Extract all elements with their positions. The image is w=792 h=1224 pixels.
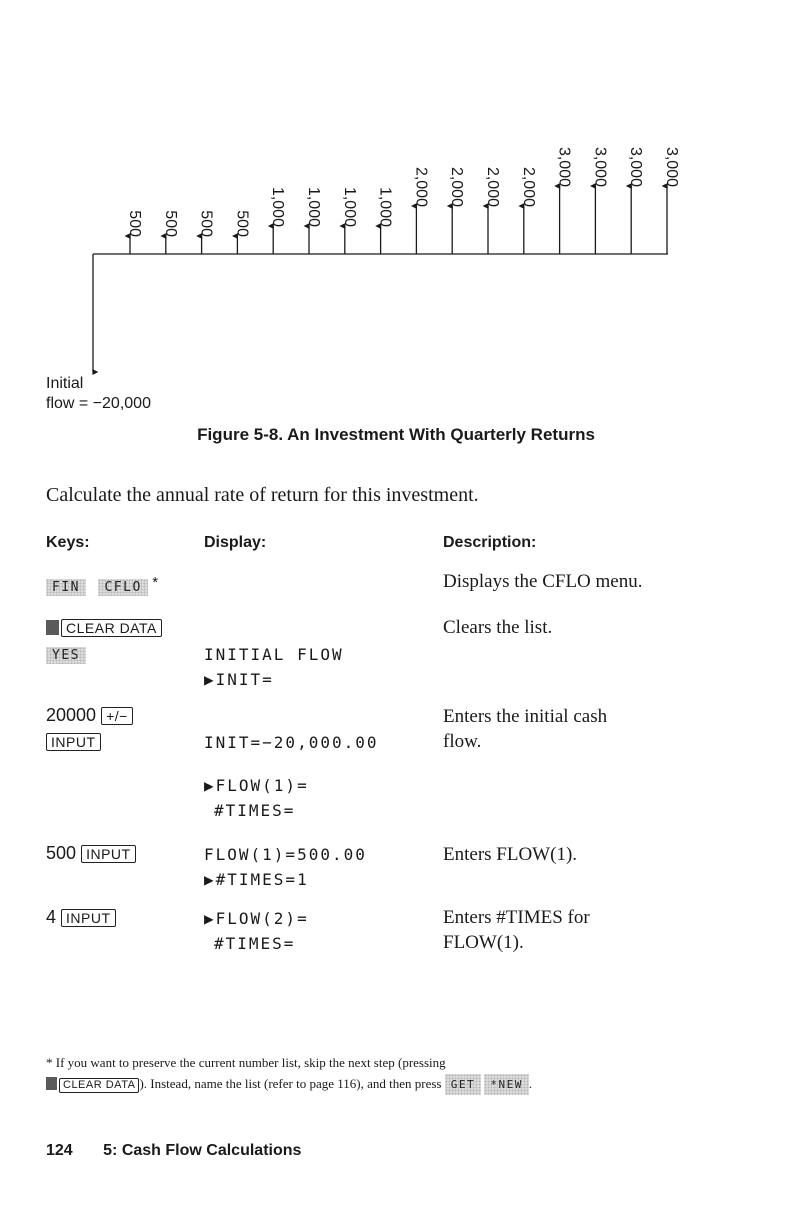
shift-key-icon[interactable] — [46, 620, 59, 635]
footnote-line2: CLEAR DATA ). Instead, name the list (refer to page 116), and then press GET *NEW . — [46, 1073, 746, 1095]
cash-flow-label: 3,000 — [663, 146, 680, 187]
clear-data-key[interactable]: CLEAR DATA — [61, 619, 162, 637]
input-key[interactable]: INPUT — [46, 733, 101, 751]
cash-flow-label: 2,000 — [412, 166, 430, 207]
row5-description: flow. — [443, 731, 482, 752]
shift-key-icon[interactable] — [46, 1077, 57, 1090]
row3-display-line2: ▶INIT= — [204, 670, 274, 689]
page-number: 124 — [46, 1142, 73, 1159]
cash-flow-label: 500 — [233, 210, 251, 237]
initial-flow-label: Initial flow = −20,000 — [46, 375, 151, 412]
cash-flow-label: 1,000 — [269, 186, 287, 227]
row7-description: Enters FLOW(1). — [443, 844, 578, 865]
page-footer — [46, 1142, 301, 1160]
footnote-line1: * If you want to preserve the current number list, skip the next step (pressing — [46, 1055, 446, 1070]
clear-data-key[interactable]: CLEAR DATA — [59, 1078, 139, 1093]
input-key[interactable]: INPUT — [81, 845, 136, 863]
cash-flow-label: 2,000 — [519, 166, 537, 207]
row5-display: INIT=−20,000.00 — [204, 733, 379, 752]
row6-display-line2: #TIMES= — [214, 801, 296, 820]
input-key[interactable]: INPUT — [61, 909, 116, 927]
footnote — [46, 1052, 746, 1095]
number-20000: 20000 — [46, 705, 97, 725]
cash-flow-label: 500 — [197, 210, 215, 237]
row5-keys — [46, 731, 101, 752]
row4-description: Enters the initial cash — [443, 706, 608, 727]
cash-flow-label: 1,000 — [376, 186, 394, 227]
row3-display-line1: INITIAL FLOW — [204, 645, 344, 664]
display-header: Display: — [204, 534, 267, 551]
row2-keys — [46, 617, 162, 638]
cash-flow-label: 2,000 — [448, 166, 466, 207]
cash-flow-label: 3,000 — [591, 146, 609, 187]
cash-flow-label: 1,000 — [305, 186, 322, 227]
figure-caption: Figure 5-8. An Investment With Quarterly Returns — [197, 425, 595, 444]
footnote-asterisk: * — [152, 574, 159, 591]
row8-description-line1: Enters #TIMES for — [443, 907, 590, 928]
row7-keys — [46, 843, 136, 864]
cflo-softkey[interactable]: CFLO — [98, 579, 147, 596]
row8-description-line2: FLOW(1). — [443, 932, 524, 953]
cash-flow-label: 1,000 — [340, 186, 358, 227]
cash-flow-label: 3,000 — [555, 146, 573, 187]
row1-keys — [46, 574, 158, 596]
yes-softkey[interactable]: YES — [46, 647, 86, 664]
row4-keys — [46, 705, 133, 726]
row3-keys — [46, 643, 86, 664]
new-softkey[interactable]: *NEW — [484, 1074, 529, 1095]
row8-display-line2: #TIMES= — [214, 934, 296, 953]
row7-display-line1: FLOW(1)=500.00 — [204, 845, 367, 864]
cash-flow-label: 500 — [126, 210, 143, 237]
chapter-title: 5: Cash Flow Calculations — [103, 1142, 302, 1159]
fin-softkey[interactable]: FIN — [46, 579, 86, 596]
number-4: 4 — [46, 907, 57, 927]
cash-flow-diagram — [0, 0, 792, 420]
row8-display-line1: ▶FLOW(2)= — [204, 909, 309, 928]
change-sign-key[interactable]: +/− — [101, 707, 133, 725]
number-500: 500 — [46, 843, 77, 863]
row7-display-line2: ▶#TIMES=1 — [204, 870, 309, 889]
row6-display-line1: ▶FLOW(1)= — [204, 776, 309, 795]
row2-description: Clears the list. — [443, 617, 553, 638]
intro-text: Calculate the annual rate of return for this investment. — [46, 484, 479, 506]
description-header: Description: — [443, 534, 537, 551]
cash-flow-label: 2,000 — [484, 166, 501, 207]
row8-keys — [46, 907, 116, 928]
get-softkey[interactable]: GET — [445, 1074, 481, 1095]
row1-description: Displays the CFLO menu. — [443, 571, 643, 592]
cash-flow-label: 500 — [161, 210, 179, 237]
cash-flow-label: 3,000 — [627, 146, 645, 187]
keys-header: Keys: — [46, 534, 90, 551]
